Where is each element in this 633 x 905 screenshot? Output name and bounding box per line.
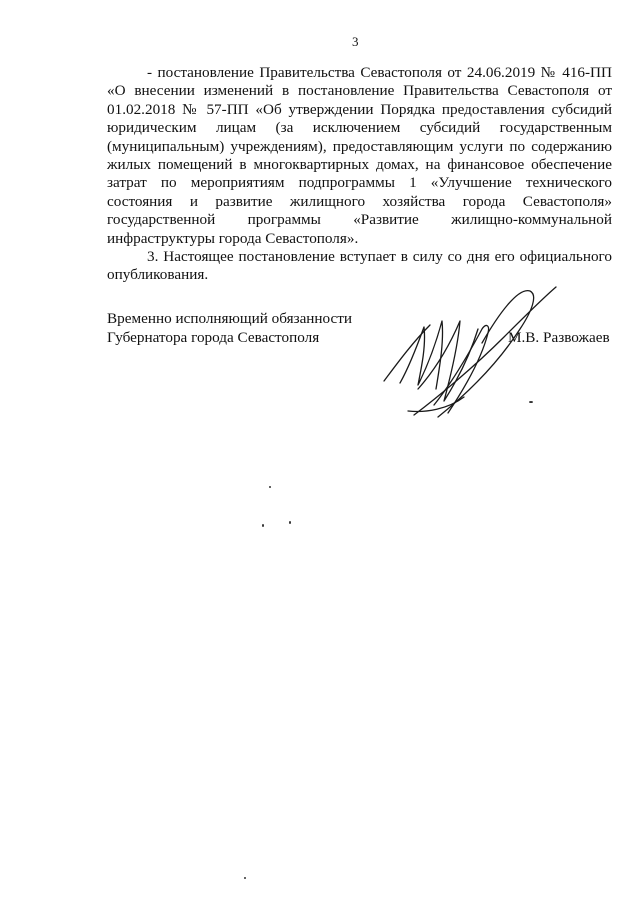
signatory-title bbox=[107, 309, 352, 347]
scan-speck bbox=[244, 877, 246, 879]
signatory-title-line2: Губернатора города Севастополя bbox=[107, 329, 320, 346]
signatory-name: М.В. Развожаев bbox=[508, 329, 610, 346]
signatory-title-line1: Временно исполняющий обязанности bbox=[107, 310, 353, 327]
scan-speck bbox=[289, 521, 291, 524]
document-body bbox=[107, 64, 612, 285]
scan-speck bbox=[262, 524, 264, 527]
scan-speck bbox=[269, 486, 271, 488]
scan-speck bbox=[529, 401, 533, 403]
handwritten-signature bbox=[378, 285, 568, 425]
paragraph-effective-date: 3. Настоящее постановление вступает в силу со дня его официального опубликования. bbox=[107, 248, 612, 284]
page-number: 3 bbox=[352, 34, 359, 49]
paragraph-list-item: - постановление Правительства Севастополя от 24.06.2019 № 416-ПП «О внесении изменений в постановление Правительства Севастополя от 01.02.2018 № 57-ПП «Об утверждении Порядка предоставления субсидий юридическим лицам (за исключением субсидий государственным (муниципальным) учреждениям), предоставляющим услуги по содержанию жилых помещений в многоквартирных домах, на финансовое обеспечение затрат по мероприятиям подпрограммы 1 «Улучшение технического состояния и развитие жилищного хозяйства города Севастополя» государственной программы «Развитие жилищно-коммунальной инфраструктуры города Севастополя». bbox=[107, 64, 612, 247]
